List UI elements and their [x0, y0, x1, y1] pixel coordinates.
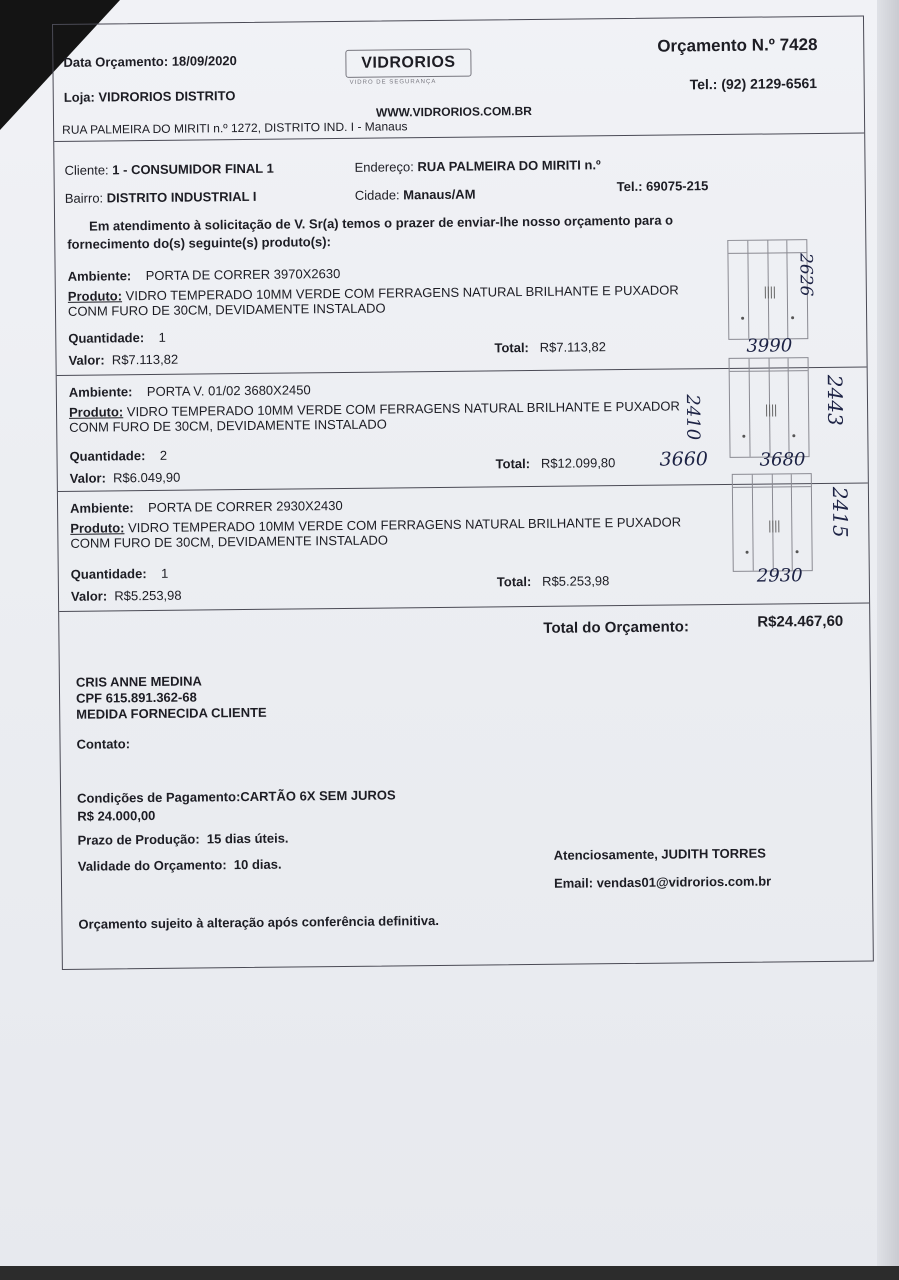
item-2-quantidade — [69, 448, 167, 464]
address-value: RUA PALMEIRA DO MIRITI n.º — [417, 157, 601, 175]
total-label: Total: — [495, 456, 531, 472]
handwritten-width-2: 3680 — [759, 449, 806, 471]
production-time — [77, 831, 288, 848]
customer-name: CRIS ANNE MEDINA — [75, 673, 202, 690]
quantidade-value: 2 — [159, 447, 168, 463]
total-value: R$12.099,80 — [540, 455, 616, 471]
valor-value: R$7.113,82 — [111, 351, 179, 368]
item-1-produto — [68, 282, 708, 319]
quantidade-label: Quantidade: — [68, 330, 145, 346]
ambiente-value: PORTA V. 01/02 3680X2450 — [146, 382, 311, 400]
production-label: Prazo de Produção: — [77, 831, 200, 848]
sales-email: Email: vendas01@vidrorios.com.br — [553, 873, 772, 891]
payment-conditions: Condições de Pagamento:CARTÃO 6X SEM JUROS — [77, 787, 396, 806]
ambiente-value: PORTA DE CORRER 2930X2430 — [148, 497, 343, 516]
ambiente-label: Ambiente: — [68, 384, 133, 400]
ambiente-label: Ambiente: — [67, 268, 132, 284]
customer-cpf: CPF 615.891.362-68 — [75, 689, 197, 706]
item-3-valor — [71, 588, 182, 604]
handwritten-height-2b: 2410 — [681, 394, 704, 441]
address-line — [354, 157, 600, 175]
district-value: DISTRITO INDUSTRIAL I — [106, 188, 257, 206]
client-phone: Tel.: 69075-215 — [616, 178, 709, 195]
quote-validity — [78, 857, 282, 874]
measure-note: MEDIDA FORNECIDA CLIENTE — [76, 704, 267, 722]
city-value: Manaus/AM — [403, 186, 476, 203]
website: WWW.VIDRORIOS.COM.BR — [375, 103, 533, 120]
intro-text-2: fornecimento do(s) seguinte(s) produto(s): — [67, 234, 331, 252]
item-3-ambiente — [70, 498, 343, 516]
produto-label: Produto: — [70, 520, 125, 536]
item-1-ambiente — [68, 266, 341, 284]
client-value: 1 - CONSUMIDOR FINAL 1 — [112, 160, 274, 178]
quote-number: Orçamento N.º 7428 — [657, 34, 818, 56]
total-value: R$5.253,98 — [542, 573, 610, 589]
quantidade-value: 1 — [158, 329, 166, 345]
store-line — [64, 88, 236, 105]
client-line — [64, 161, 273, 178]
city-label: Cidade: — [354, 187, 400, 203]
door-sketch-2 — [729, 357, 810, 458]
background-bottom — [0, 1266, 899, 1280]
intro-text-1: Em atendimento à solicitação de V. Sr(a) temos o prazer de enviar-lhe nosso orçamento para o — [89, 212, 674, 234]
grand-total-label: Total do Orçamento: — [543, 618, 689, 637]
store-address: RUA PALMEIRA DO MIRITI n.º 1272, DISTRITO IND. I - Manaus — [62, 119, 408, 137]
store-value: VIDRORIOS DISTRITO — [98, 88, 236, 105]
quantidade-label: Quantidade: — [70, 566, 147, 582]
quantidade-label: Quantidade: — [69, 448, 146, 464]
district-label: Bairro: — [64, 190, 104, 206]
valor-value: R$5.253,98 — [114, 587, 182, 604]
valor-value: R$6.049,90 — [113, 469, 181, 486]
handwritten-height-1: 2626 — [795, 253, 816, 297]
quote-date — [63, 53, 237, 70]
item-2-ambiente — [69, 382, 311, 400]
handwritten-width-2b: 3660 — [659, 448, 709, 471]
produto-value: VIDRO TEMPERADO 10MM VERDE COM FERRAGENS NATURAL BRILHANTE E PUXADOR CONM FURO DE 30CM, DEVIDAMENTE INSTALADO — [70, 514, 682, 551]
handwritten-width-1: 3990 — [746, 335, 793, 357]
door-sketch-3 — [732, 473, 813, 572]
client-label: Cliente: — [64, 162, 109, 178]
handwritten-width-3: 2930 — [756, 565, 803, 587]
regards-line: Atenciosamente, JUDITH TORRES — [553, 845, 766, 863]
item-1-valor — [68, 352, 178, 368]
ambiente-value: PORTA DE CORRER 3970X2630 — [145, 265, 341, 284]
valor-label: Valor: — [70, 588, 108, 604]
production-value: 15 dias úteis. — [206, 830, 289, 847]
item-2-produto — [69, 398, 709, 435]
total-label: Total: — [496, 574, 532, 590]
quantidade-value: 1 — [160, 565, 169, 581]
produto-label: Produto: — [68, 404, 124, 420]
total-label: Total: — [494, 340, 529, 356]
store-phone: Tel.: (92) 2129-6561 — [689, 74, 818, 93]
date-label: Data Orçamento: — [63, 53, 169, 70]
payment-amount: R$ 24.000,00 — [77, 807, 156, 824]
total-value: R$7.113,82 — [539, 339, 607, 355]
valor-label: Valor: — [69, 470, 106, 486]
handwritten-height-2: 2443 — [822, 374, 848, 426]
item-3-quantidade — [71, 566, 169, 582]
district-line — [65, 189, 257, 206]
vidrorios-logo: VIDRORIOS — [345, 49, 471, 78]
city-line — [355, 187, 476, 203]
grand-total-value: R$24.467,60 — [757, 612, 844, 631]
validity-value: 10 dias. — [233, 856, 282, 873]
item-2-valor — [70, 470, 181, 486]
item-1-total — [494, 339, 606, 355]
produto-value: VIDRO TEMPERADO 10MM VERDE COM FERRAGENS NATURAL BRILHANTE E PUXADOR CONM FURO DE 30CM, DEVIDAMENTE INSTALADO — [67, 282, 679, 319]
date-value: 18/09/2020 — [171, 53, 237, 69]
contact-label: Contato: — [76, 736, 131, 752]
item-2-total — [496, 455, 616, 471]
item-3-produto — [70, 514, 710, 551]
address-label: Endereço: — [354, 159, 414, 175]
ambiente-label: Ambiente: — [69, 500, 134, 516]
store-label: Loja: — [63, 89, 95, 105]
produto-label: Produto: — [67, 288, 123, 304]
paper-edge — [877, 0, 899, 1280]
valor-label: Valor: — [68, 352, 105, 368]
produto-value: VIDRO TEMPERADO 10MM VERDE COM FERRAGENS NATURAL BRILHANTE E PUXADOR CONM FURO DE 30CM, DEVIDAMENTE INSTALADO — [69, 398, 680, 435]
item-3-total — [497, 573, 610, 589]
handwritten-height-3: 2415 — [827, 486, 853, 538]
validity-label: Validade do Orçamento: — [77, 857, 227, 874]
logo-subtitle: VIDRO DE SEGURANÇA — [349, 78, 437, 86]
quote-document — [52, 15, 874, 969]
divider — [59, 602, 869, 611]
footer-note: Orçamento sujeito à alteração após conferência definitiva. — [78, 912, 440, 932]
item-1-quantidade — [68, 330, 166, 346]
